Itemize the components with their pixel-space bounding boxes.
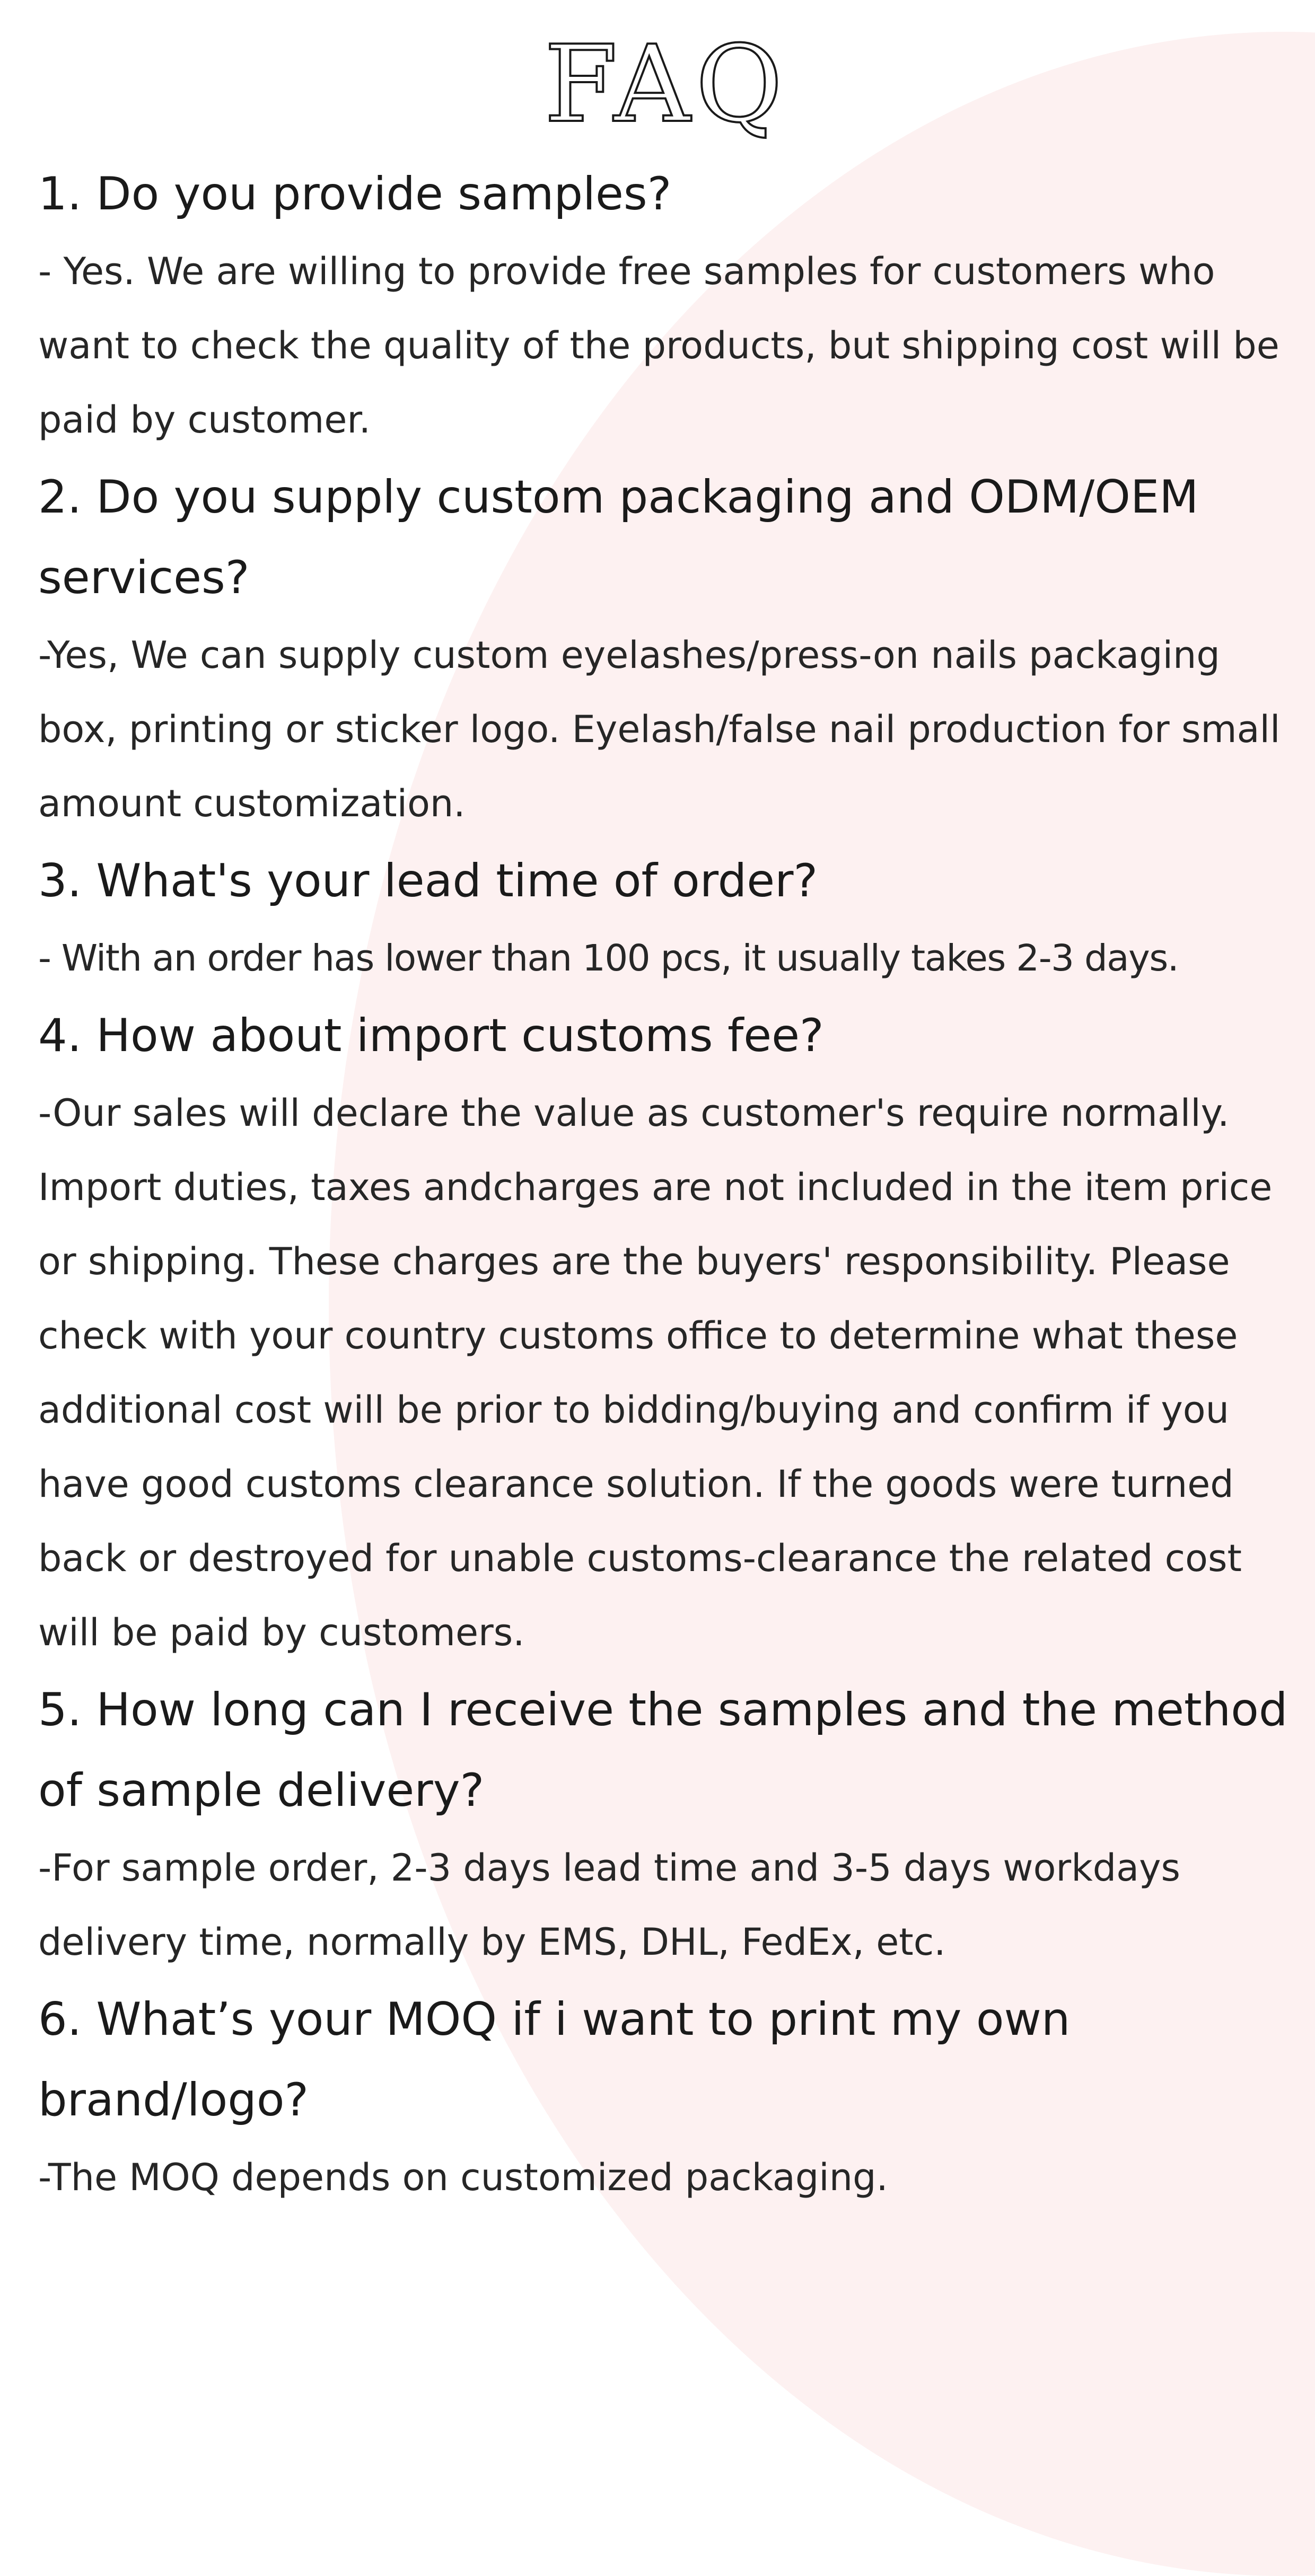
faq-item-5 <box>38 1670 1294 1979</box>
faq-answer: -Our sales will declare the value as customer's require normally. Import duties, taxes andcharges are not included in the item price or shipping. These charges are the buyers' responsibility. Please check with your country customs office to determine what these additional cost will be prior to bidding/buying and confirm if you have good customs clearance solution. If the goods were turned back or destroyed for unable customs-clearance the related cost will be paid by customers. <box>38 1091 1273 1654</box>
faq-item-3 <box>38 841 1294 995</box>
faq-answer: - Yes. We are willing to provide free samples for customers who want to check the quality of the products, but shipping cost will be paid by customer. <box>38 250 1279 442</box>
page-title: FAQ <box>544 23 788 146</box>
faq-answer: -Yes, We can supply custom eyelashes/press-on nails packaging box, printing or sticker logo. Eyelash/false nail production for small amount customization. <box>38 633 1281 825</box>
faq-question: 3. What's your lead time of order? <box>38 854 818 907</box>
faq-item-4 <box>38 995 1294 1670</box>
faq-question: 1. Do you provide samples? <box>38 167 672 220</box>
faq-answer: -For sample order, 2-3 days lead time and 3-5 days workdays delivery time, normally by EMS, DHL, FedEx, etc. <box>38 1846 1180 1964</box>
faq-answer: -The MOQ depends on customized packaging. <box>38 2156 888 2199</box>
faq-question: 2. Do you supply custom packaging and ODM/OEM services? <box>38 471 1199 604</box>
faq-item-6 <box>38 1979 1294 2215</box>
faq-item-1 <box>38 154 1294 457</box>
faq-answer: - With an order has lower than 100 pcs, it usually takes 2-3 days. <box>38 937 1179 980</box>
faq-question: 6. What’s your MOQ if i want to print my own brand/logo? <box>38 1993 1071 2127</box>
faq-question: 5. How long can I receive the samples and the method of sample delivery? <box>38 1683 1288 1817</box>
faq-item-2 <box>38 457 1294 841</box>
faq-question: 4. How about import customs fee? <box>38 1009 824 1062</box>
